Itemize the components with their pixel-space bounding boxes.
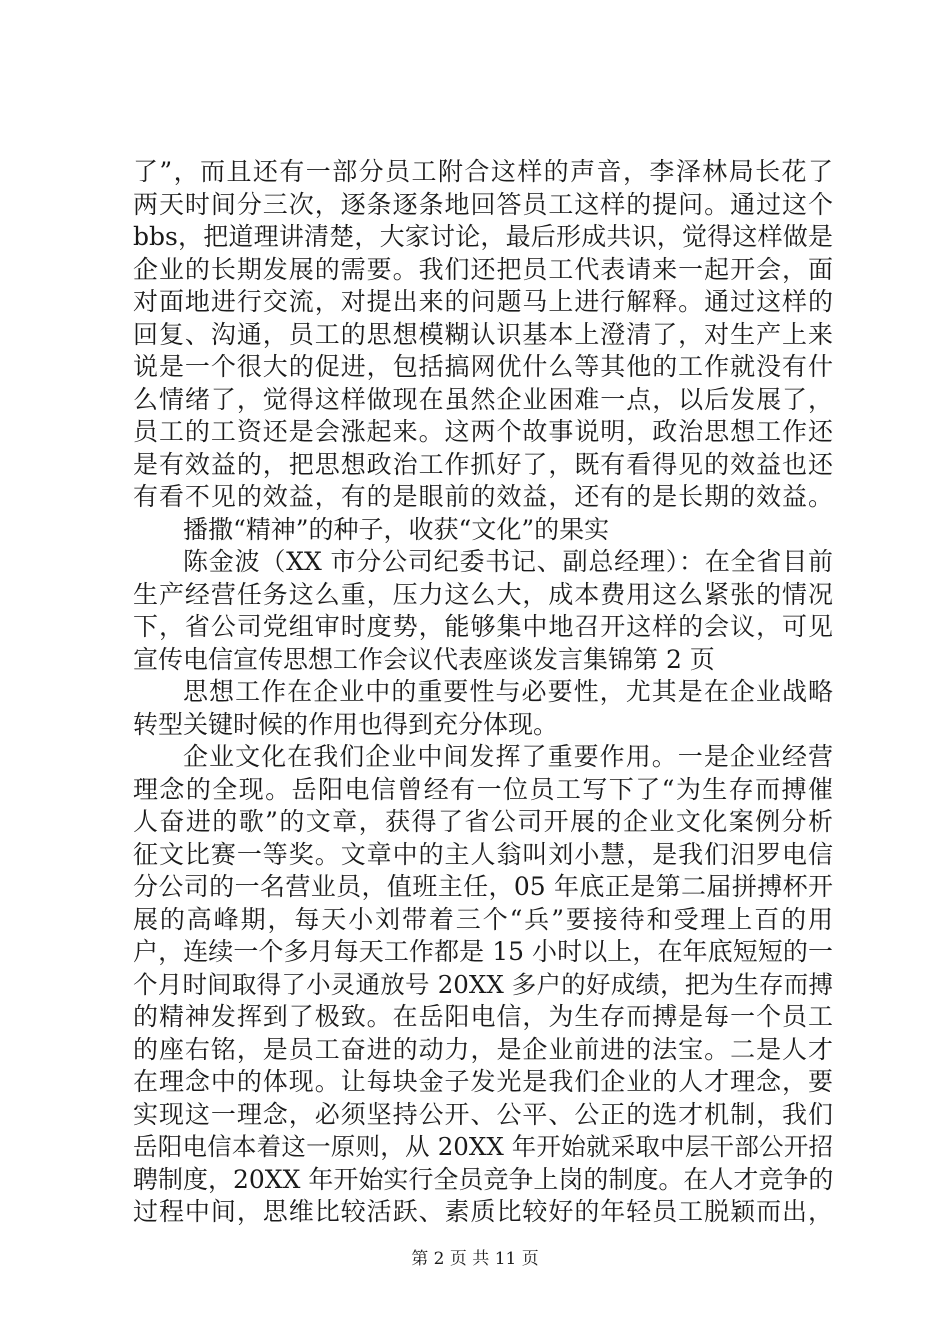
text-line: 生产经营任务这么重，压力这么大，成本费用这么紧张的情况 <box>133 579 833 609</box>
text-line: 是有效益的，把思想政治工作抓好了，既有看得见的效益也还 <box>133 449 833 479</box>
text-line: 回复、沟通，员工的思想模糊认识基本上澄清了，对生产上来 <box>133 319 833 349</box>
text-line: bbs，把道理讲清楚，大家讨论，最后形成共识，觉得这样做是 <box>133 222 833 251</box>
text-line: 陈金波（XX 市分公司纪委书记、副总经理）：在全省目前 <box>183 547 833 576</box>
text-line: 员工的工资还是会涨起来。这两个故事说明，政治思想工作还 <box>133 417 833 446</box>
body-text <box>133 156 833 1229</box>
text-line: 宣传电信宣传思想工作会议代表座谈发言集锦第 2 页 <box>133 644 715 674</box>
text-line: 有看不见的效益，有的是眼前的效益，还有的是长期的效益。 <box>133 482 833 511</box>
text-line: 在理念中的体现。让每块金子发光是我们企业的人才理念，要 <box>133 1067 833 1096</box>
text-line: 户，连续一个多月每天工作都是 15 小时以上，在年底短短的一 <box>133 937 833 966</box>
text-line: 了”，而且还有一部分员工附合这样的声音，李泽林局长花了 <box>133 157 833 186</box>
text-line: 人奋进的歌”的文章，获得了省公司开展的企业文化案例分析 <box>133 807 833 836</box>
text-line: 两天时间分三次，逐条逐条地回答员工这样的提问。通过这个 <box>133 189 833 219</box>
text-line: 企业文化在我们企业中间发挥了重要作用。一是企业经营 <box>183 742 833 771</box>
text-line: 个月时间取得了小灵通放号 20XX 多户的好成绩，把为生存而搏 <box>133 969 833 999</box>
text-line: 思想工作在企业中的重要性与必要性，尤其是在企业战略 <box>183 677 833 706</box>
section-heading: 播撒“精神”的种子，收获“文化”的果实 <box>183 514 610 544</box>
text-line: 过程中间，思维比较活跃、素质比较好的年轻员工脱颖而出， <box>133 1197 833 1226</box>
text-line: 转型关键时候的作用也得到充分体现。 <box>133 709 559 739</box>
text-line: 岳阳电信本着这一原则，从 20XX 年开始就采取中层干部公开招 <box>133 1132 833 1161</box>
text-line: 的精神发挥到了极致。在岳阳电信，为生存而搏是每一个员工 <box>133 1002 833 1031</box>
text-line: 理念的全现。岳阳电信曾经有一位员工写下了“为生存而搏催 <box>133 774 833 804</box>
text-line: 下，省公司党组审时度势，能够集中地召开这样的会议，可见 <box>133 612 833 641</box>
text-line: 说是一个很大的促进，包括搞网优什么等其他的工作就没有什 <box>133 352 833 381</box>
text-line: 企业的长期发展的需要。我们还把员工代表请来一起开会，面 <box>133 254 833 284</box>
text-line: 对面地进行交流，对提出来的问题马上进行解释。通过这样的 <box>133 287 833 316</box>
text-line: 展的高峰期，每天小刘带着三个“兵”要接待和受理上百的用 <box>133 904 833 934</box>
text-line: 分公司的一名营业员，值班主任，05 年底正是第二届拼搏杯开 <box>133 872 833 901</box>
text-line: 么情绪了，觉得这样做现在虽然企业困难一点，以后发展了， <box>133 384 833 414</box>
page-footer: 第 2 页 共 11 页 <box>411 1249 539 1269</box>
text-line: 的座右铭，是员工奋进的动力，是企业前进的法宝。二是人才 <box>133 1034 833 1064</box>
text-line: 聘制度，20XX 年开始实行全员竞争上岗的制度。在人才竞争的 <box>133 1164 834 1194</box>
text-line: 实现这一理念，必须坚持公开、公平、公正的选才机制，我们 <box>133 1099 833 1129</box>
text-line: 征文比赛一等奖。文章中的主人翁叫刘小慧，是我们汨罗电信 <box>133 839 833 869</box>
